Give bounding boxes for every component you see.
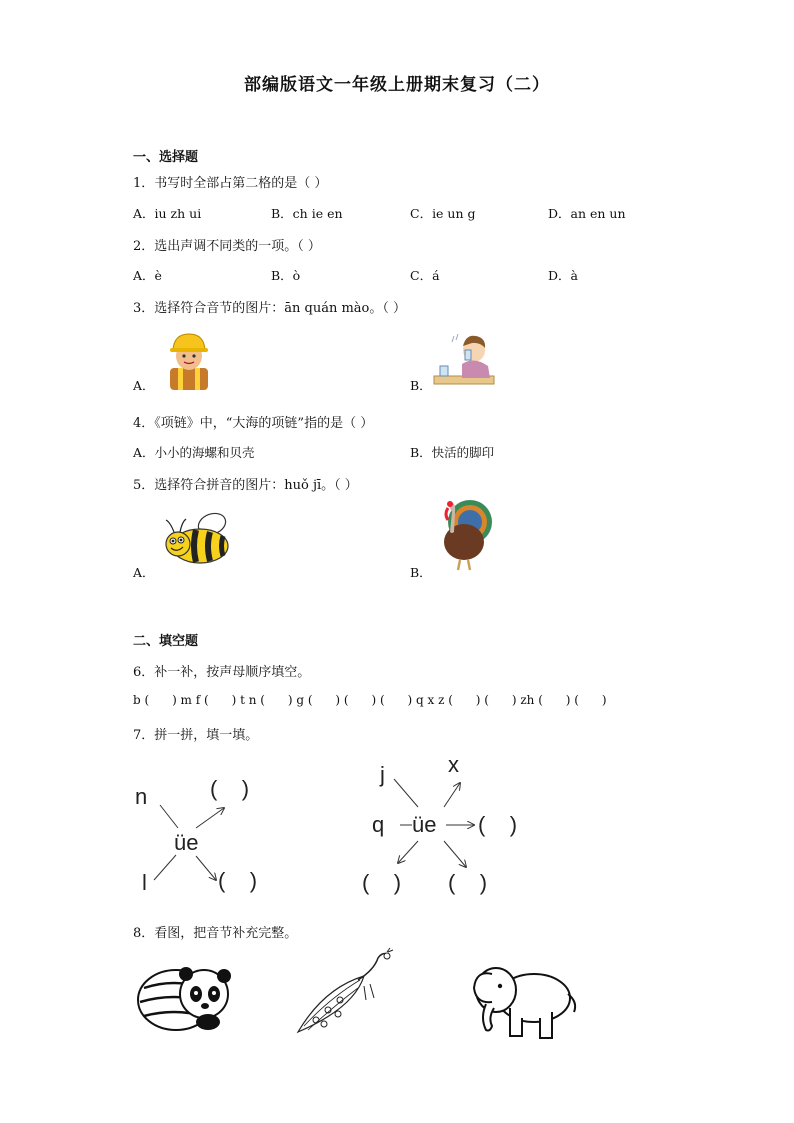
q5-option-a[interactable]: A． — [133, 565, 155, 580]
q7-left-l: l — [142, 870, 147, 895]
page-title: 部编版语文一年级上册期末复习（二） — [244, 75, 550, 95]
q7-left-n: n — [135, 784, 148, 809]
section-choice-heading: 一、选择题 — [133, 150, 199, 165]
q7-left-blank-top[interactable]: ( ) — [210, 776, 250, 801]
q7-right-blank-bottom-left[interactable]: ( ) — [362, 870, 402, 895]
section-fill-heading: 二、填空题 — [133, 634, 199, 649]
q2-option-c[interactable]: C．á — [410, 268, 440, 283]
q1-option-d[interactable]: D．an en un — [548, 206, 626, 221]
question-8: 8．看图，把音节补充完整。 — [133, 926, 298, 941]
peacock-icon — [294, 948, 398, 1038]
turkey-icon — [436, 498, 494, 574]
q7-right-q: q — [372, 812, 385, 837]
q2-option-a[interactable]: A．è — [133, 268, 162, 283]
q3-option-a[interactable]: A． — [133, 378, 155, 393]
person-drinking-icon — [432, 330, 496, 388]
question-7: 7．拼一拼，填一填。 — [133, 728, 259, 743]
q7-right-center: üe — [412, 812, 437, 837]
elephant-icon — [470, 960, 582, 1044]
bee-icon — [160, 510, 238, 568]
q7-right-blank-right[interactable]: ( ) — [478, 812, 518, 837]
q4-option-b[interactable]: B．快活的脚印 — [410, 445, 495, 460]
q4-option-a[interactable]: A．小小的海螺和贝壳 — [133, 445, 255, 460]
q3-option-b[interactable]: B． — [410, 378, 432, 393]
q7-right-j: j — [380, 762, 385, 787]
q2-option-d[interactable]: D．à — [548, 268, 578, 283]
question-6: 6．补一补，按声母顺序填空。 — [133, 665, 311, 680]
q7-right-blank-bottom-right[interactable]: ( ) — [448, 870, 488, 895]
question-5: 5．选择符合拼音的图片：huǒ jī。（ ） — [133, 478, 358, 493]
q6-fill-line[interactable]: b ( ) m f ( ) t n ( ) g ( ) ( ) ( ) q x z ( ) ( ) zh ( ) ( ) — [133, 693, 607, 707]
question-1: 1．书写时全部占第二格的是（ ） — [133, 176, 328, 191]
q7-right-x: x — [448, 752, 459, 777]
question-2: 2．选出声调不同类的一项。（ ） — [133, 239, 321, 254]
question-3: 3．选择符合音节的图片：ān quán mào。（ ） — [133, 301, 407, 316]
q1-option-c[interactable]: C．ie un g — [410, 206, 476, 221]
q7-left-blank-bottom[interactable]: ( ) — [218, 868, 258, 893]
q1-option-b[interactable]: B．ch ie en — [271, 206, 343, 221]
construction-worker-helmet-icon — [160, 330, 218, 390]
q5-option-b[interactable]: B． — [410, 565, 432, 580]
q1-option-a[interactable]: A．iu zh ui — [133, 206, 202, 221]
question-4: 4．《项链》中，“大海的项链”指的是（ ） — [133, 416, 374, 431]
q7-left-center: üe — [174, 830, 199, 855]
q2-option-b[interactable]: B．ò — [271, 268, 301, 283]
panda-icon — [134, 958, 238, 1032]
